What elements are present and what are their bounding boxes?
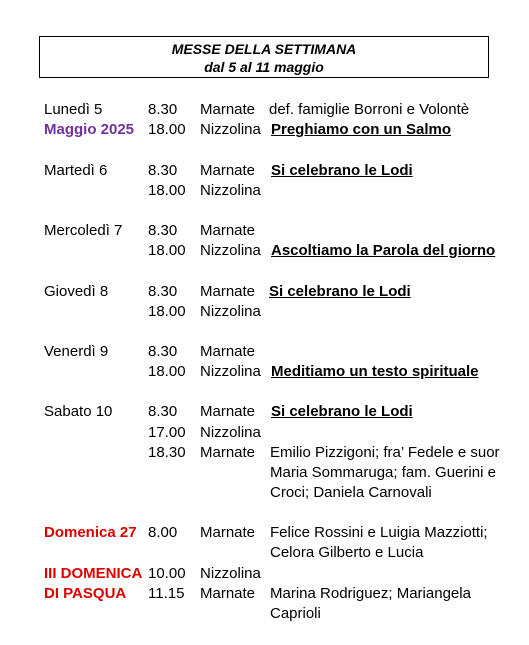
place: Marnate <box>200 444 256 461</box>
time: 10.00 <box>148 565 186 582</box>
place: Marnate <box>200 222 256 239</box>
time: 17.00 <box>148 424 186 441</box>
place: Marnate <box>200 585 256 602</box>
place: Nizzolina <box>200 565 261 582</box>
place: Nizzolina <box>200 121 261 138</box>
place: Marnate <box>200 101 256 118</box>
place: Marnate <box>200 403 256 420</box>
time: 18.00 <box>148 182 186 199</box>
time: 11.15 <box>148 585 185 602</box>
time: 8.30 <box>148 222 178 239</box>
mass-theme: Meditiamo un testo spirituale <box>271 363 479 380</box>
place: Nizzolina <box>200 424 261 441</box>
day-label-venerdi: Venerdì 9 <box>44 343 109 360</box>
place: Nizzolina <box>200 303 261 320</box>
time: 18.30 <box>148 444 186 461</box>
time: 18.00 <box>148 363 186 380</box>
place: Nizzolina <box>200 363 261 380</box>
time: 8.00 <box>148 524 178 541</box>
mass-intention: def. famiglie Borroni e Volontè <box>269 101 470 118</box>
day-label-lunedi: Lunedì 5 <box>44 101 103 118</box>
liturgical-day-line2: DI PASQUA <box>44 585 127 602</box>
day-label-mercoledi: Mercoledì 7 <box>44 222 123 239</box>
time: 8.30 <box>148 343 178 360</box>
time: 18.00 <box>148 303 186 320</box>
day-label-martedi: Martedì 6 <box>44 162 108 179</box>
mass-theme: Si celebrano le Lodi <box>271 162 413 179</box>
time: 8.30 <box>148 403 178 420</box>
time: 8.30 <box>148 101 178 118</box>
time: 18.00 <box>148 242 186 259</box>
liturgical-day-line1: III DOMENICA <box>44 565 143 582</box>
title-box <box>39 36 489 78</box>
place: Nizzolina <box>200 182 261 199</box>
page-title: MESSE DELLA SETTIMANA <box>171 41 357 57</box>
mass-theme: Preghiamo con un Salmo <box>271 121 452 138</box>
page-subtitle: dal 5 al 11 maggio <box>204 59 324 75</box>
mass-theme: Ascoltiamo la Parola del giorno <box>271 242 496 259</box>
place: Marnate <box>200 283 256 300</box>
time: 18.00 <box>148 121 186 138</box>
day-label-domenica: Domenica 27 <box>44 524 137 541</box>
mass-theme: Si celebrano le Lodi <box>269 283 411 300</box>
day-date-lunedi: Maggio 2025 <box>44 121 135 138</box>
mass-theme: Si celebrano le Lodi <box>271 403 413 420</box>
place: Marnate <box>200 343 256 360</box>
place: Marnate <box>200 524 256 541</box>
place: Nizzolina <box>200 242 261 259</box>
mass-intention: Emilio Pizzigoni; fra’ Fedele e suor Maria Sommaruga; fam. Guerini e Croci; Daniela Carnovali <box>270 444 500 501</box>
mass-intention: Felice Rossini e Luigia Mazziotti; Celora Gilberto e Lucia <box>270 524 488 561</box>
time: 8.30 <box>148 283 178 300</box>
time: 8.30 <box>148 162 178 179</box>
day-label-giovedi: Giovedì 8 <box>44 283 109 300</box>
day-label-sabato: Sabato 10 <box>44 403 113 420</box>
place: Marnate <box>200 162 256 179</box>
mass-intention: Marina Rodriguez; Mariangela Caprioli <box>270 585 471 622</box>
